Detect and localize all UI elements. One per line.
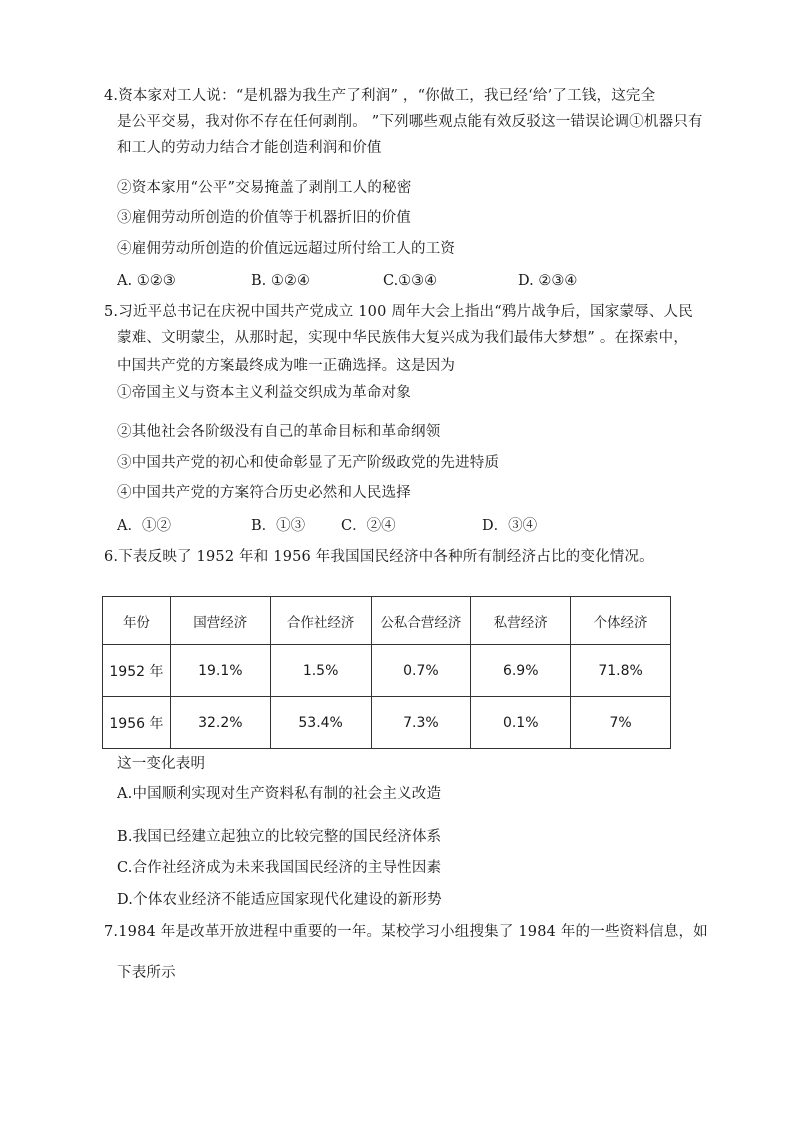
q5-option-c: C．②④ [341,518,396,534]
q4-options [0,271,794,291]
q6-after-text: 这一变化表明 [117,756,206,772]
table-cell: 7% [571,697,671,749]
q4-stem-line-2: 是公平交易，我对你不存在任何剥削。 ”下列哪些观点能有效反驳这一错误论调①机器只有 [117,114,703,130]
table-header-joint: 公私合营经济 [371,597,471,645]
table-row [103,645,671,697]
table-cell: 32.2% [170,697,270,749]
table-cell: 71.8% [571,645,671,697]
q5-statement-1: ①帝国主义与资本主义利益交织成为革命对象 [117,385,411,401]
q5-stem-line-1: 5.习近平总书记在庆祝中国共产党成立 100 周年大会上指出“鸦片战争后，国家蒙辱、人民 [104,304,693,320]
q7-stem-line-2: 下表所示 [117,965,176,981]
table-cell-year: 1956 年 [103,697,171,749]
table-header-year: 年份 [103,597,171,645]
table-cell: 19.1% [170,645,270,697]
q6-choice-b: B.我国已经建立起独立的比较完整的国民经济体系 [117,829,442,845]
table-cell-year: 1952 年 [103,645,171,697]
table-cell: 0.1% [471,697,571,749]
q4-stem-line-1: 4.资本家对工人说：“是机器为我生产了利润” ，“你做工，我已经‘给’了工钱，这完全 [104,88,656,104]
q4-option-a: A. ①②③ [117,273,176,289]
table-cell: 1.5% [270,645,371,697]
q5-option-b: B．①③ [251,518,306,534]
table-header-private: 私营经济 [471,597,571,645]
table-header-cooperative: 合作社经济 [270,597,371,645]
q5-statement-2: ②其他社会各阶级没有自己的革命目标和革命纲领 [117,424,441,440]
q6-choice-c: C.合作社经济成为未来我国国民经济的主导性因素 [117,860,442,876]
q5-stem-line-2: 蒙难、文明蒙尘，从那时起，实现中华民族伟大复兴成为我们最伟大梦想” 。在探索中， [117,330,689,346]
table-header-individual: 个体经济 [571,597,671,645]
q5-stem-line-3: 中国共产党的方案最终成为唯一正确选择。这是因为 [117,358,456,374]
q5-option-a: A．①② [117,518,171,534]
table-row [103,697,671,749]
q4-stem-line-3: 和工人的劳动力结合才能创造利润和价值 [117,140,382,156]
ownership-table [102,596,671,749]
table-cell: 6.9% [471,645,571,697]
q5-option-d: D．③④ [482,518,538,534]
q5-statement-3: ③中国共产党的初心和使命彰显了无产阶级政党的先进特质 [117,455,500,471]
q4-statement-3: ③雇佣劳动所创造的价值等于机器折旧的价值 [117,210,411,226]
q4-option-c: C.①③④ [383,273,438,289]
table-cell: 53.4% [270,697,371,749]
q5-statement-4: ④中国共产党的方案符合历史必然和人民选择 [117,485,411,501]
q7-stem-line-1: 7.1984 年是改革开放进程中重要的一年。某校学习小组搜集了 1984 年的一些资料信息，如 [104,924,708,940]
q4-option-b: B. ①②④ [251,273,310,289]
q6-stem: 6.下表反映了 1952 年和 1956 年我国国民经济中各种所有制经济占比的变化情况。 [104,549,654,565]
q4-option-d: D. ②③④ [518,273,578,289]
table-header-row [103,597,671,645]
table-cell: 0.7% [371,645,471,697]
q5-options [0,516,794,536]
q4-statement-2: ②资本家用“公平”交易掩盖了剥削工人的秘密 [117,180,412,196]
table-cell: 7.3% [371,697,471,749]
q6-choice-a: A.中国顺利实现对生产资料私有制的社会主义改造 [117,786,442,802]
table-header-state: 国营经济 [170,597,270,645]
q4-statement-4: ④雇佣劳动所创造的价值远远超过所付给工人的工资 [117,241,456,257]
q6-choice-d: D.个体农业经济不能适应国家现代化建设的新形势 [117,892,442,908]
